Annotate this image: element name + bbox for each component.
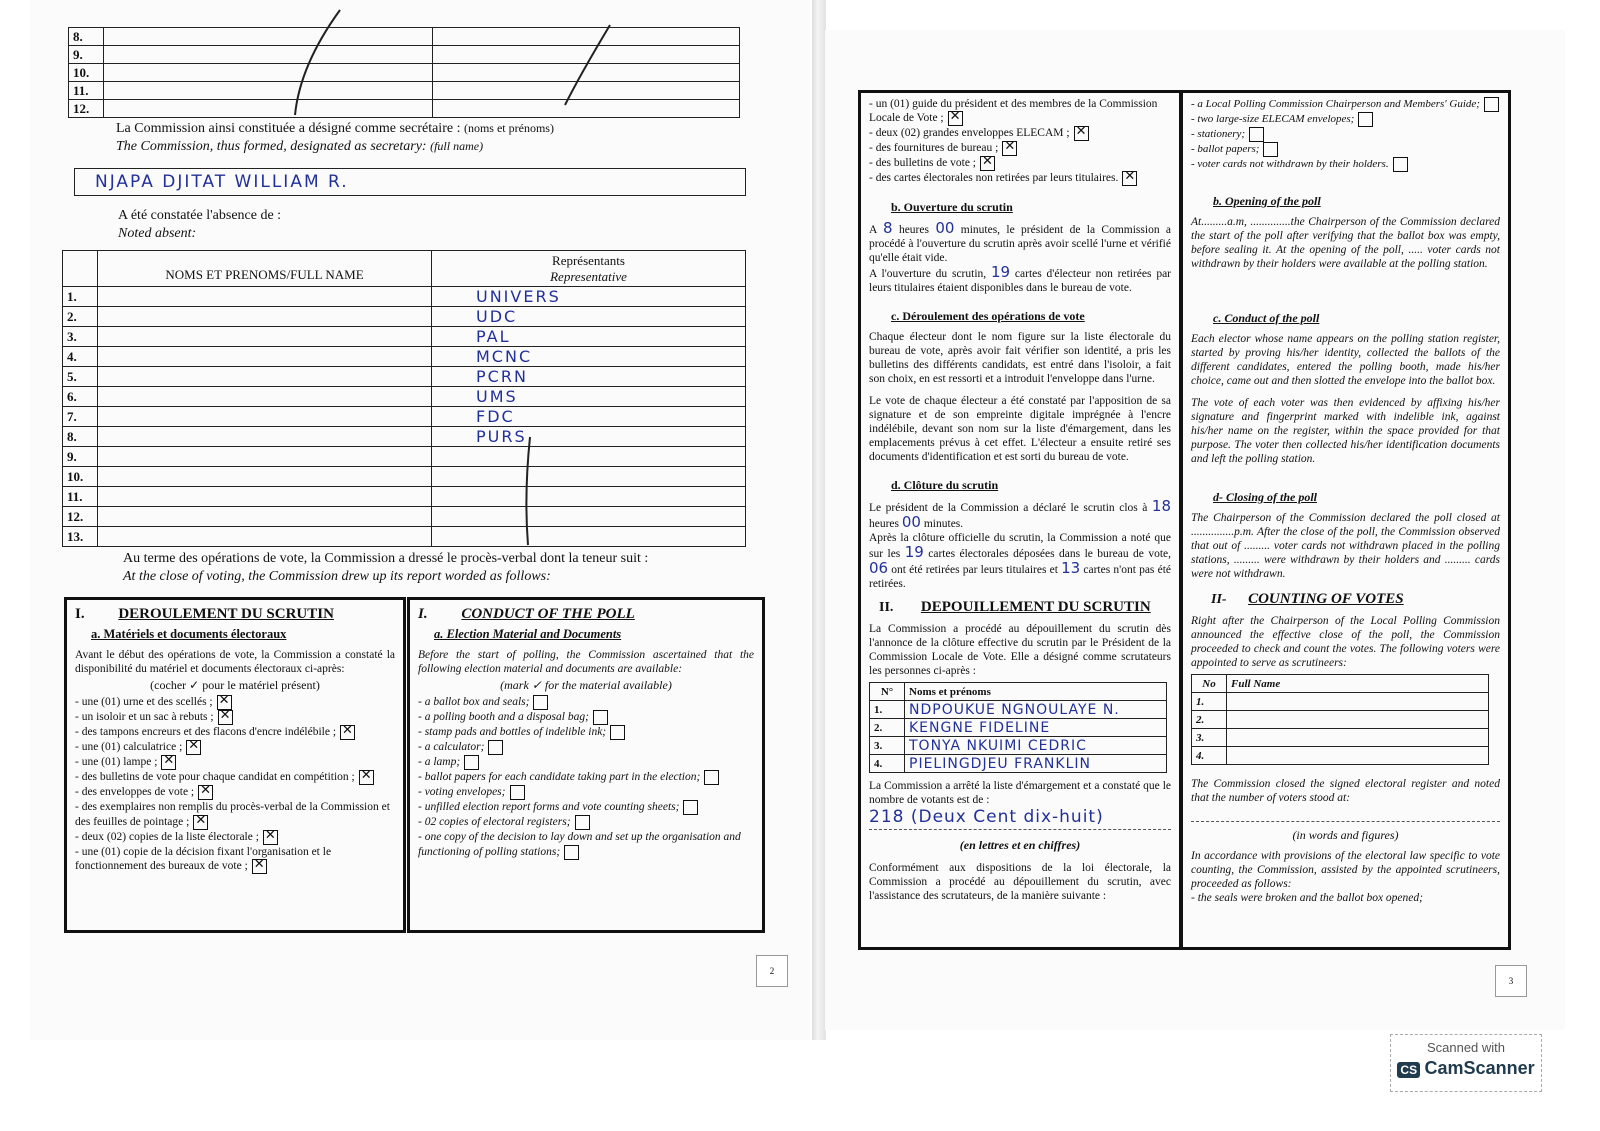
checkbox[interactable] — [488, 740, 503, 755]
secretary-name-field[interactable]: NJAPA DJITAT WILLIAM R. — [74, 168, 746, 196]
section-1-en-title: CONDUCT OF THE POLL — [461, 606, 635, 622]
material-item-fr: - une (01) copie de la décision fixant l'organisation et le fonctionnement des bureaux de vote ;✕ — [75, 845, 395, 875]
closing-fr-text: Le président de la Commission a déclaré le scrutin clos à 18 heures 00 minutes. Après la clôture officielle du scrutin, la Commission a noté que sur les 19 cartes électorales déposées dans le bureau de vote, 06 ont été retirées par leurs titulaires et 13 cartes n'ont pas été retirées. — [869, 497, 1171, 590]
scrutineer-row-en: 3. — [1192, 729, 1489, 747]
closing-fr-title: d. Clôture du scrutin — [891, 478, 999, 492]
camscanner-logo-icon: CS — [1397, 1062, 1420, 1078]
material-item-en: - stamp pads and bottles of indelible ink; — [418, 725, 754, 740]
representative-party: PURS — [476, 427, 527, 446]
checkbox[interactable] — [575, 815, 590, 830]
absent-row: 8. PURS — [63, 427, 746, 447]
checkbox[interactable] — [1393, 157, 1408, 172]
material-item-en: - voter cards not withdrawn by their holders. — [1191, 157, 1500, 172]
absent-row: 13. — [63, 527, 746, 547]
member-row: 8. — [69, 28, 740, 46]
absent-row: 3. PAL — [63, 327, 746, 347]
secretary-label-en: The Commission, thus formed, designated as secretary: (full name) — [116, 139, 484, 154]
checkbox[interactable] — [198, 785, 213, 800]
checkbox[interactable] — [704, 770, 719, 785]
material-item-en: - a polling booth and a disposal bag; — [418, 710, 754, 725]
checkbox[interactable] — [610, 725, 625, 740]
section-1-fr-intro: Avant le début des opérations de vote, la Commission a constaté la disponibilité du matériel et documents électoraux ci-après: — [75, 649, 395, 675]
scrutineer-row-en: 4. — [1192, 747, 1489, 765]
material-item-fr: - des bulletins de vote pour chaque candidat en compétition ;✕ — [75, 770, 395, 785]
absent-header-rep: Représentants Representative — [432, 251, 746, 287]
material-item-fr: - un (01) guide du président et des membres de la Commission Locale de Vote ;✕ — [869, 97, 1171, 126]
conduct-en-title: c. Conduct of the poll — [1213, 311, 1320, 325]
checkbox[interactable] — [683, 800, 698, 815]
conduct-en-p1: Each elector whose name appears on the polling station register, started by proving his/her identity, collected the ballots of the different candidates, entered the polling booth, made his/her choice, came out and then slotted the envelope into the ballot box. — [1191, 333, 1500, 387]
section-1-en: I. CONDUCT OF THE POLL a. Election Material and Documents Before the start of polling, the Commission ascertained that the following election material and documents are available: (mark ✓ for the material available) - a ballot box and seals; - a polling booth and a disposal bag; - stamp pads and bottles of indelible ink; - a calculator; - a lamp; - ballot papers for each candidate taking part in the election; - voting envelopes; - unfilled election report forms and vote counting sheets; - 02 copies of electoral registers; - one copy of the decision to lay down and set up the organisation and functioning of polling stations; — [407, 597, 765, 933]
voters-fr-label: La Commission a arrêté la liste d'émargement et a constaté que le nombre de votants est de : — [869, 780, 1171, 806]
material-item-fr: - deux (02) grandes enveloppes ELECAM ;✕ — [869, 126, 1171, 141]
checkbox[interactable] — [593, 710, 608, 725]
material-item-fr: - des exemplaires non remplis du procès-verbal de la Commission et des feuilles de pointage ;✕ — [75, 800, 395, 830]
representative-party: UDC — [476, 307, 518, 326]
left-page — [30, 0, 810, 1040]
scrutineer-row: 2. KENGNE FIDELINE — [870, 719, 1167, 737]
representative-party: UMS — [476, 387, 518, 406]
absent-row: 9. — [63, 447, 746, 467]
checkbox[interactable] — [510, 785, 525, 800]
checkbox[interactable] — [186, 740, 201, 755]
checkbox[interactable] — [1249, 127, 1264, 142]
material-item-en: - stationery; — [1191, 127, 1500, 142]
voters-en-field[interactable] — [1191, 805, 1500, 822]
material-item-fr: - deux (02) copies de la liste électorale ;✕ — [75, 830, 395, 845]
conform-fr-text: Conformément aux dispositions de la loi électorale, la Commission a procédé au dépouillement du scrutin, avec l'assistance des scrutateurs, de la manière suivante : — [869, 862, 1171, 902]
material-item-en: - unfilled election report forms and vote counting sheets; — [418, 800, 754, 815]
section-1a-en-title: a. Election Material and Documents — [434, 627, 622, 641]
closing-en-title: d- Closing of the poll — [1213, 490, 1318, 504]
counting-en-text: Right after the Chairperson of the Local Polling Commission announced the effective close of the poll, the Commission proceeded to check and count the votes. The following voters were appointed to serve as scrutineers: — [1191, 615, 1500, 669]
conduct-en-p2: The vote of each voter was then evidenced by affixing his/her signature and fingerprint marked with indelible ink, against his/her name on the register, within the space provided for that purpose. The voter then collected his/her identification documents and left the polling station. — [1191, 397, 1500, 465]
absent-dash-line — [520, 435, 540, 550]
checkbox[interactable] — [980, 156, 995, 171]
section-1a-fr-title: a. Matériels et documents électoraux — [91, 627, 287, 641]
material-item-fr: - une (01) calculatrice ;✕ — [75, 740, 395, 755]
checkbox[interactable] — [263, 830, 278, 845]
representative-party: PCRN — [476, 367, 528, 386]
checkbox[interactable] — [1074, 126, 1089, 141]
material-item-en: - a Local Polling Commission Chairperson and Members' Guide; — [1191, 97, 1500, 112]
scrutineer-row: 3. TONYA NKUIMI CEDRIC — [870, 737, 1167, 755]
absent-row: 11. — [63, 487, 746, 507]
material-item-fr: - des fournitures de bureau ;✕ — [869, 141, 1171, 156]
conform-en-text: In accordance with provisions of the electoral law specific to vote counting, the Commission, assisted by the appointed scrutineers, proceeded as follows: — [1191, 850, 1500, 890]
scrutineer-row: 4. PIELINGDJEU FRANKLIN — [870, 755, 1167, 773]
page-number-2: 2 — [756, 955, 788, 987]
counting-en-title: II- COUNTING OF VOTES — [1211, 591, 1404, 607]
section-1-fr: I. DEROULEMENT DU SCRUTIN a. Matériels et documents électoraux Avant le début des opérations de vote, la Commission a constaté la disponibilité du matériel et documents électoraux ci-après: (cocher ✓ pour le matériel présent) - une (01) urne et des scellés ;✕ - un isoloir et un sac à rebuts ;✕ - des tampons encreurs et des flacons d'encre indélébile ;✕ - une (01) calculatrice ;✕ - une (01) lampe ;✕ - des bulletins de vote pour chaque candidat en compétition ;✕ - des enveloppes de vote ;✕ - des exemplaires non remplis du procès-verbal de la Commission et des feuilles de pointage ;✕ - deux (02) copies de la liste électorale ;✕ - une (01) copie de la décision fixant l'organisation et le fonctionnement des bureaux de vote ;✕ — [64, 597, 406, 933]
crossing-lines — [260, 5, 620, 120]
checkbox[interactable] — [1484, 97, 1499, 112]
scrutineer-row-en: 2. — [1192, 711, 1489, 729]
material-item-en: - 02 copies of electoral registers; — [418, 815, 754, 830]
representative-party: MCNC — [476, 347, 533, 366]
closing-en-text: The Chairperson of the Commission declared the poll closed at ...............p.m. After the close of the poll, the Commission observed that out of ......... voter cards not withdrawn placed in the polling stations, ......... were withdrawn by their holders and ......... cards were not withdrawn. — [1191, 512, 1500, 580]
representative-party: FDC — [476, 407, 515, 426]
absent-header-name: NOMS ET PRENOMS/FULL NAME — [98, 251, 432, 287]
checkbox[interactable] — [464, 755, 479, 770]
material-item-en: - ballot papers for each candidate taking part in the election; — [418, 770, 754, 785]
material-item-en: - voting envelopes; — [418, 785, 754, 800]
scrutineers-table: N° Noms et prénoms 1. NDPOUKUE NGNOULAYE N. 2. KENGNE FIDELINE 3. TONYA NKUIMI CEDRIC 4. PIELINGDJEU FRANKLIN — [869, 682, 1167, 773]
material-item-en: - a lamp; — [418, 755, 754, 770]
material-item-en: - two large-size ELECAM envelopes; — [1191, 112, 1500, 127]
close-statement-en: At the close of voting, the Commission drew up its report worded as follows: — [123, 569, 551, 584]
material-item-fr: - des cartes électorales non retirées par leurs titulaires.✕ — [869, 171, 1171, 186]
conduct-fr-p2: Le vote de chaque électeur a été constaté par l'apposition de sa signature et de son empreinte digitale imprégnée à l'encre indélébile, devant son nom sur la liste d'émargement, dans les emplacements prévus à cet effet. L'électeur a ensuite retiré ses documents d'identification et est sorti du bureau de vote. — [869, 395, 1171, 463]
absent-row: 2. UDC — [63, 307, 746, 327]
checkbox[interactable] — [564, 845, 579, 860]
member-row: 11. — [69, 82, 740, 100]
counting-fr-title: II. DEPOUILLEMENT DU SCRUTIN — [879, 599, 1151, 615]
section-1-fr-title: DEROULEMENT DU SCRUTIN — [118, 606, 334, 622]
checkbox[interactable] — [1263, 142, 1278, 157]
absent-row: 12. — [63, 507, 746, 527]
opening-en-text: At.........a.m, ..............the Chairperson of the Commission declared the start of the poll after verifying that the ballot box was empty, before sealing it. At the opening of the poll, ..... voter cards not withdrawn by their holders were available at the polling station. — [1191, 216, 1500, 270]
right-page — [825, 30, 1565, 1030]
checkbox[interactable] — [193, 815, 208, 830]
member-row: 12. — [69, 100, 740, 118]
absent-label-en: Noted absent: — [118, 226, 197, 241]
scrutineer-row-en: 1. — [1192, 693, 1489, 711]
material-item-en: - a ballot box and seals; — [418, 695, 754, 710]
secretary-label-fr: La Commission ainsi constituée a désigné comme secrétaire : (noms et prénoms) — [116, 121, 554, 136]
absent-row: 5. PCRN — [63, 367, 746, 387]
absent-row: 6. UMS — [63, 387, 746, 407]
absent-table — [62, 250, 746, 547]
checkbox[interactable] — [252, 859, 267, 874]
opening-fr-text: A 8 heures 00 minutes, le président de la Commission a procédé à l'ouverture du scrutin après avoir scellé l'urne et vérifié qu'elle était vide. A l'ouverture du scrutin, 19 cartes d'électeur non retirées par leurs titulaires étaient disponibles dans le bureau de vote. — [869, 219, 1172, 294]
voters-en-label: The Commission closed the signed electoral register and noted that the number of voters stood at: — [1191, 778, 1500, 804]
representative-party: UNIVERS — [476, 287, 561, 306]
conduct-fr-title: c. Déroulement des opérations de vote — [891, 309, 1085, 323]
member-row: 10. — [69, 64, 740, 82]
close-statement-fr: Au terme des opérations de vote, la Commission a dressé le procès-verbal dont la teneur suit : — [123, 551, 649, 566]
absent-row: 7. FDC — [63, 407, 746, 427]
camscanner-watermark: Scanned with CS CamScanner — [1390, 1034, 1542, 1092]
material-item-en: - one copy of the decision to lay down and set up the organisation and functioning of polling stations; — [418, 831, 741, 858]
member-row: 9. — [69, 46, 740, 64]
voters-count-value[interactable]: 218 (Deux Cent dix-huit) — [869, 807, 1171, 830]
material-item-fr: - une (01) lampe ;✕ — [75, 755, 395, 770]
material-item-en: - a calculator; — [418, 740, 754, 755]
absent-row: 4. MCNC — [63, 347, 746, 367]
section-1-en-intro: Before the start of polling, the Commission ascertained that the following election material and documents are available: — [418, 649, 754, 675]
checkbox[interactable] — [948, 111, 963, 126]
checkbox[interactable] — [161, 755, 176, 770]
representative-party: PAL — [476, 327, 511, 346]
absent-row: 10. — [63, 467, 746, 487]
checkbox[interactable] — [533, 695, 548, 710]
material-item-fr: - une (01) urne et des scellés ;✕ — [75, 695, 395, 710]
conduct-fr-p1: Chaque électeur dont le nom figure sur la liste électorale du bureau de vote, après avoir fait vérifier son identité, a pris les bulletins des différents candidats, est entré dans l'isoloir, a fait son choix, en est ressorti et a introduit l'enveloppe dans l'urne. — [869, 331, 1171, 385]
right-en-column: - a Local Polling Commission Chairperson and Members' Guide; - two large-size ELECAM envelopes; - stationery; - ballot papers; - voter cards not withdrawn by their holders. b. Opening of the poll At.........a.m, ..............the Chairperson of the Commission declared the start of the poll after verifying that the ballot box was empty, before sealing it. At the opening of the poll, ..... voter cards not withdrawn by their holders were available at the polling station. c. Conduct of the poll Each elector whose name appears on the polling station register, started by proving his/her identity, collected the ballots of the different candidates, entered the polling booth, made his/her choice, came out and then slotted the envelope into the ballot box. The vote of each voter was then evidenced by affixing his/her signature and fingerprint marked with indelible ink, against his/her name on the register, within the space provided for that purpose. The voter then collected his/her identification documents and left the polling station. d- Closing of the poll The Chairperson of the Commission declared the poll closed at ...............p.m. After the close of the poll, the Commission observed that out of ......... voter cards not withdrawn placed in the polling stations, ......... were withdrawn by their holders and ......... cards were not withdrawn. II- COUNTING OF VOTES Right after the Chairperson of the Local Polling Commission announced the effective close of the poll, the Commission proceeded to check and count the votes. The following voters were appointed to serve as scrutineers: No Full Name 1. 2. 3. 4. The Commission closed the signed electoral register and noted that the number of voters stood at: (in words and figures) In accordance with provisions of the electoral law specific to vote counting, the Commission, assisted by the appointed scrutineers, proceeded as follows: - the seals were broken and the ballot box opened; — [1180, 90, 1511, 950]
material-item-en: - ballot papers; — [1191, 142, 1500, 157]
material-item-fr: - des enveloppes de vote ;✕ — [75, 785, 395, 800]
scrutineers-en-table: No Full Name 1. 2. 3. 4. — [1191, 674, 1489, 765]
checkbox[interactable] — [1002, 141, 1017, 156]
checkbox[interactable] — [340, 725, 355, 740]
material-item-fr: - des bulletins de vote ;✕ — [869, 156, 1171, 171]
checkbox[interactable] — [1358, 112, 1373, 127]
scrutineer-row: 1. NDPOUKUE NGNOULAYE N. — [870, 701, 1167, 719]
page-number-3: 3 — [1495, 965, 1527, 997]
material-item-fr: - des tampons encreurs et des flacons d'encre indélébile ;✕ — [75, 725, 395, 740]
absent-row: 1. UNIVERS — [63, 287, 746, 307]
material-item-fr: - un isoloir et un sac à rebuts ;✕ — [75, 710, 395, 725]
opening-en-title: b. Opening of the poll — [1213, 194, 1321, 208]
checkbox[interactable] — [359, 770, 374, 785]
checkbox[interactable] — [218, 710, 233, 725]
counting-fr-text: La Commission a procédé au dépouillement du scrutin dès l'annonce de la clôture effective du scrutin par le Président de la Commission Locale de Vote. Elle a désigné comme scrutateurs les personnes ci-après : — [869, 623, 1171, 677]
checkbox[interactable] — [1122, 171, 1137, 186]
absent-label-fr: A été constatée l'absence de : — [118, 208, 282, 223]
book-gutter — [812, 0, 826, 1040]
right-fr-column: - un (01) guide du président et des membres de la Commission Locale de Vote ;✕ - deux (02) grandes enveloppes ELECAM ;✕ - des fournitures de bureau ;✕ - des bulletins de vote ;✕ - des cartes électorales non retirées par leurs titulaires.✕ b. Ouverture du scrutin A 8 heures 00 minutes, le président de la Commission a procédé à l'ouverture du scrutin après avoir scellé l'urne et vérifié qu'elle était vide. A l'ouverture du scrutin, 19 cartes d'électeur non retirées par leurs titulaires étaient disponibles dans le bureau de vote. c. Déroulement des opérations de vote Chaque électeur dont le nom figure sur la liste électorale du bureau de vote, après avoir fait vérifier son identité, a pris les bulletins des différents candidats, est entré dans l'isoloir, a fait son choix, en est ressorti et a introduit l'enveloppe dans l'urne. Le vote de chaque électeur a été constaté par l'apposition de sa signature et de son empreinte digitale imprégnée à l'encre indélébile, devant son nom sur la liste d'émargement, dans les emplacements prévus à cet effet. L'électeur a ensuite retiré ses documents d'identification et est sorti du bureau de vote. d. Clôture du scrutin Le président de la Commission a déclaré le scrutin clos à 18 heures 00 minutes. Après la clôture officielle du scrutin, la Commission a noté que sur les 19 cartes électorales déposées dans le bureau de vote, 06 ont été retirées par leurs titulaires et 13 cartes n'ont pas été retirées. II. DEPOUILLEMENT DU SCRUTIN La Commission a procédé au dépouillement du scrutin dès l'annonce de la clôture effective du scrutin par le Président de la Commission Locale de Vote. Elle a désigné comme scrutateurs les personnes ci-après : N° Noms et prénoms 1. NDPOUKUE NGNOULAYE N. 2. KENGNE FIDELINE 3. TONYA NKUIMI CEDRIC 4. PIELINGDJEU FRANKLIN La Commission a arrêté la liste d'émargement et a constaté que le nombre de votants est de : 218 (Deux Cent dix-huit) (en lettres et en chiffres) Conformément aux dispositions de la loi électorale, la Commission a procédé au dépouillement du scrutin, avec l'assistance des scrutateurs, de la manière suivante : — [858, 90, 1182, 950]
opening-fr-title: b. Ouverture du scrutin — [891, 200, 1013, 214]
